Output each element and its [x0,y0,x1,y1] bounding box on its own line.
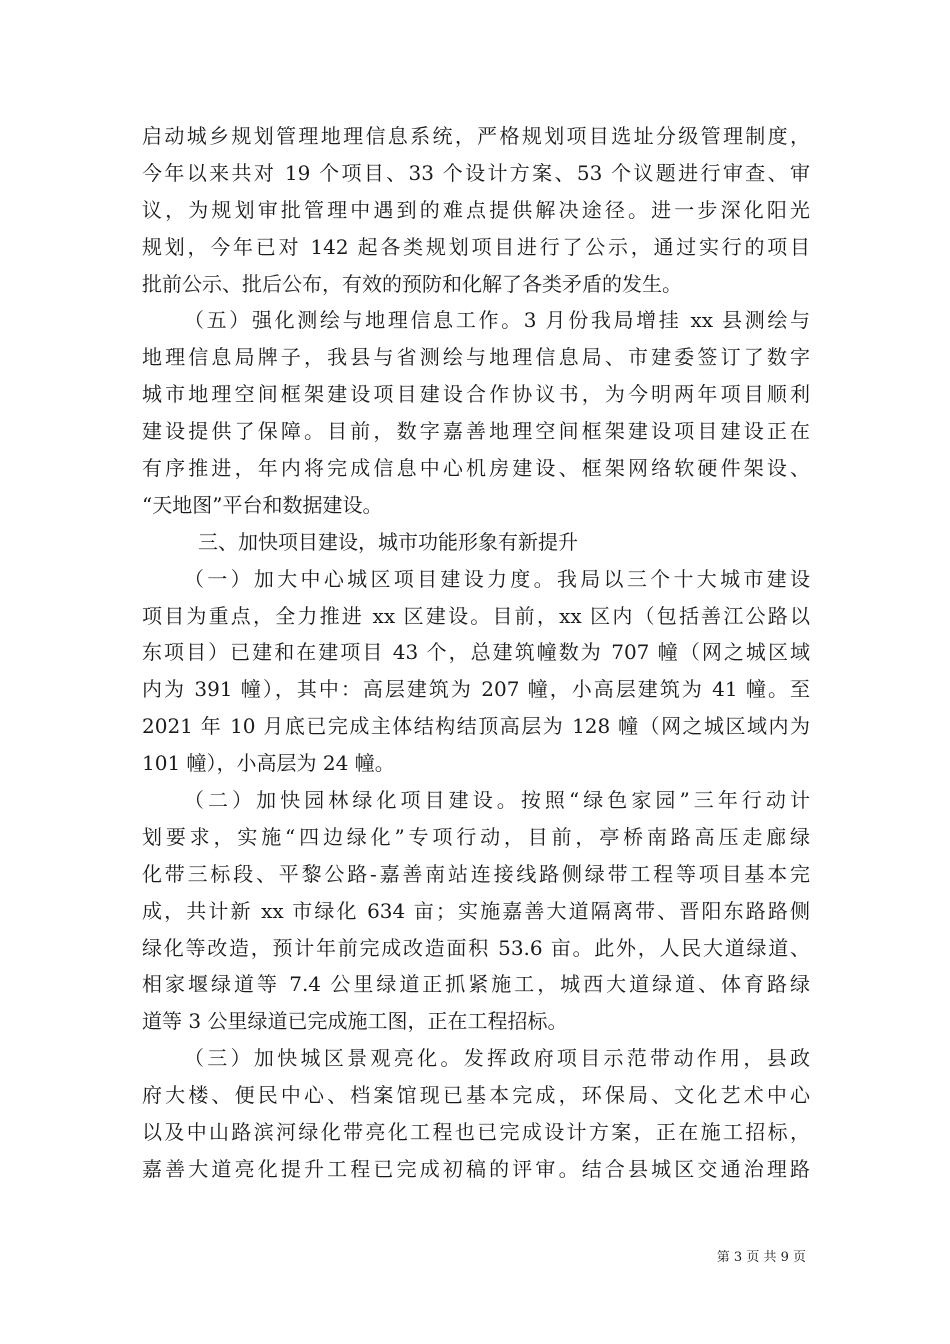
text-line: 规划，今年已对 142 起各类规划项目进行了公示，通过实行的项目 [142,234,810,259]
paragraph-start: （一）加大中心城区项目建设力度。我局以三个十大城市建设 [184,566,810,591]
text-line: 2021 年 10 月底已完成主体结构结顶高层为 128 幢（网之城区域内为 [142,714,810,739]
text-line: 道等 3 公里绿道已完成施工图，正在工程招标。 [142,1009,568,1034]
section-heading: 三、加快项目建设，城市功能形象有新提升 [198,529,578,554]
text-line: 有序推进，年内将完成信息中心机房建设、框架网络软硬件架设、 [142,456,810,481]
text-line: 今年以来共对 19 个项目、33 个设计方案、53 个议题进行审查、审 [142,160,810,185]
text-line: 府大楼、便民中心、档案馆现已基本完成，环保局、文化艺术中心 [142,1083,810,1108]
text-line: 化带三标段、平黎公路-嘉善南站连接线路侧绿带工程等项目基本完 [142,861,810,886]
text-line: 嘉善大道亮化提升工程已完成初稿的评审。结合县城区交通治理路 [142,1156,810,1181]
text-line: “天地图”平台和数据建设。 [142,492,383,517]
text-line: 绿化等改造，预计年前完成改造面积 53.6 亩。此外，人民大道绿道、 [142,935,810,960]
text-line: 建设提供了保障。目前，数字嘉善地理空间框架建设项目建设正在 [142,419,810,444]
text-line: 成，共计新 xx 市绿化 634 亩；实施嘉善大道隔离带、晋阳东路路侧 [142,898,810,923]
text-line: 城市地理空间框架建设项目建设合作协议书，为今明两年项目顺利 [142,382,810,407]
text-line: 启动城乡规划管理地理信息系统，严格规划项目选址分级管理制度， [142,124,810,148]
text-line: 地理信息局牌子，我县与省测绘与地理信息局、市建委签订了数字 [142,345,810,370]
paragraph-start: （三）加快城区景观亮化。发挥政府项目示范带动作用，县政 [184,1046,810,1071]
text-line: 项目为重点，全力推进 xx 区建设。目前，xx 区内（包括善江公路以 [142,603,810,628]
paragraph-start: （二）加快园林绿化项目建设。按照“绿色家园”三年行动计 [184,788,810,813]
text-line: 批前公示、批后公布，有效的预防和化解了各类矛盾的发生。 [142,271,682,296]
text-line: 101 幢），小高层为 24 幢。 [142,751,395,776]
page-number: 第 3 页 共 9 页 [716,1250,806,1265]
paragraph-start: （五）强化测绘与地理信息工作。3 月份我局增挂 xx 县测绘与 [184,308,810,333]
text-line: 相家堰绿道等 7.4 公里绿道正抓紧施工，城西大道绿道、体育路绿 [142,972,810,997]
text-line: 议，为规划审批管理中遇到的难点提供解决途径。进一步深化阳光 [142,197,810,222]
text-line: 以及中山路滨河绿化带亮化工程也已完成设计方案，正在施工招标， [142,1120,810,1145]
text-line: 划要求，实施“四边绿化”专项行动，目前，亭桥南路高压走廊绿 [142,824,810,849]
text-line: 内为 391 幢），其中：高层建筑为 207 幢，小高层建筑为 41 幢。至 [142,677,810,702]
text-line: 东项目）已建和在建项目 43 个，总建筑幢数为 707 幢（网之城区域 [142,640,810,665]
document-body [142,118,810,1188]
